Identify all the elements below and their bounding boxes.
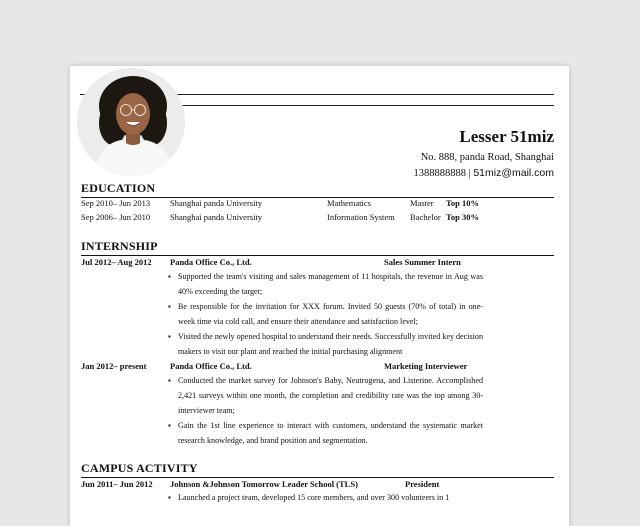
- job-date: Jan 2012– present: [81, 361, 147, 371]
- job-role: Marketing Interviewer: [384, 361, 468, 371]
- job-bullet: ▪ Conducted the market survey for Johnson's Baby, Neutrogena, and Listerine. Accomplished 2,421 surveys within one month, the completion and credibility rate was the top among 30-interviewer team;: [168, 373, 483, 418]
- email-address[interactable]: 51miz@mail.com: [473, 167, 554, 179]
- job-bullet: ▪ Visited the newly opened hospital to understand their needs. Successfully invited key decision makers to visit our plant and reached the initial purchasing alignment: [168, 329, 483, 359]
- job-role: Sales Summer Intern: [384, 257, 461, 267]
- job-bullet: ▪ Be responsible for the invitation for XXX forum. Invited 50 guests (70% of total) in one-week time via cold call, and ensure their attendance and satisfaction level;: [168, 299, 483, 329]
- job-bullets: [168, 269, 483, 359]
- education-degree: Master: [410, 198, 434, 208]
- job-company: Panda Office Co., Ltd.: [170, 361, 252, 371]
- campus-role: President: [405, 479, 440, 489]
- campus-bullets: [168, 490, 483, 505]
- education-major: Information System: [327, 212, 395, 222]
- campus-bullet: ▪ Launched a project team, developed 15 core members, and over 300 volunteers in 1: [168, 490, 483, 505]
- portrait-image: [77, 68, 185, 176]
- job-date: Jul 2012– Aug 2012: [81, 257, 152, 267]
- applicant-name: Lesser 51miz: [459, 127, 554, 146]
- education-rank: Top 10%: [446, 198, 479, 208]
- job-bullet: ▪ Supported the team's visiting and sales management of 11 hospitals, the revenue in Aug was 40% exceeding the target;: [168, 269, 483, 299]
- resume-sheet: [70, 66, 569, 526]
- campus-date: Jun 2011– Jun 2012: [81, 479, 153, 489]
- education-date: Sep 2006– Jun 2010: [81, 212, 151, 222]
- internship-heading: INTERNSHIP: [81, 239, 554, 256]
- address-line: No. 888, panda Road, Shanghai: [420, 152, 554, 163]
- job-bullet: ▪ Gain the 1st line experience to interact with customers, understand the systematic market research knowledge, and brand position and segmentation.: [168, 418, 483, 448]
- phone-number: 1388888888: [413, 168, 466, 179]
- contact-line: [413, 167, 554, 179]
- education-date: Sep 2010– Jun 2013: [81, 198, 151, 208]
- profile-photo: [77, 68, 185, 176]
- campus-org: Johnson &Johnson Tomorrow Leader School (TLS): [170, 479, 358, 489]
- education-heading: EDUCATION: [81, 181, 554, 198]
- contact-separator: |: [468, 168, 471, 179]
- job-bullets: [168, 373, 483, 448]
- education-rank: Top 30%: [446, 212, 479, 222]
- education-school: Shanghai panda University: [170, 198, 263, 208]
- education-degree: Bachelor: [410, 212, 441, 222]
- education-major: Mathematics: [327, 198, 371, 208]
- education-row: [81, 212, 554, 225]
- job-company: Panda Office Co., Ltd.: [170, 257, 252, 267]
- education-row: [81, 198, 554, 211]
- education-school: Shanghai panda University: [170, 212, 263, 222]
- campus-heading: CAMPUS ACTIVITY: [81, 461, 554, 478]
